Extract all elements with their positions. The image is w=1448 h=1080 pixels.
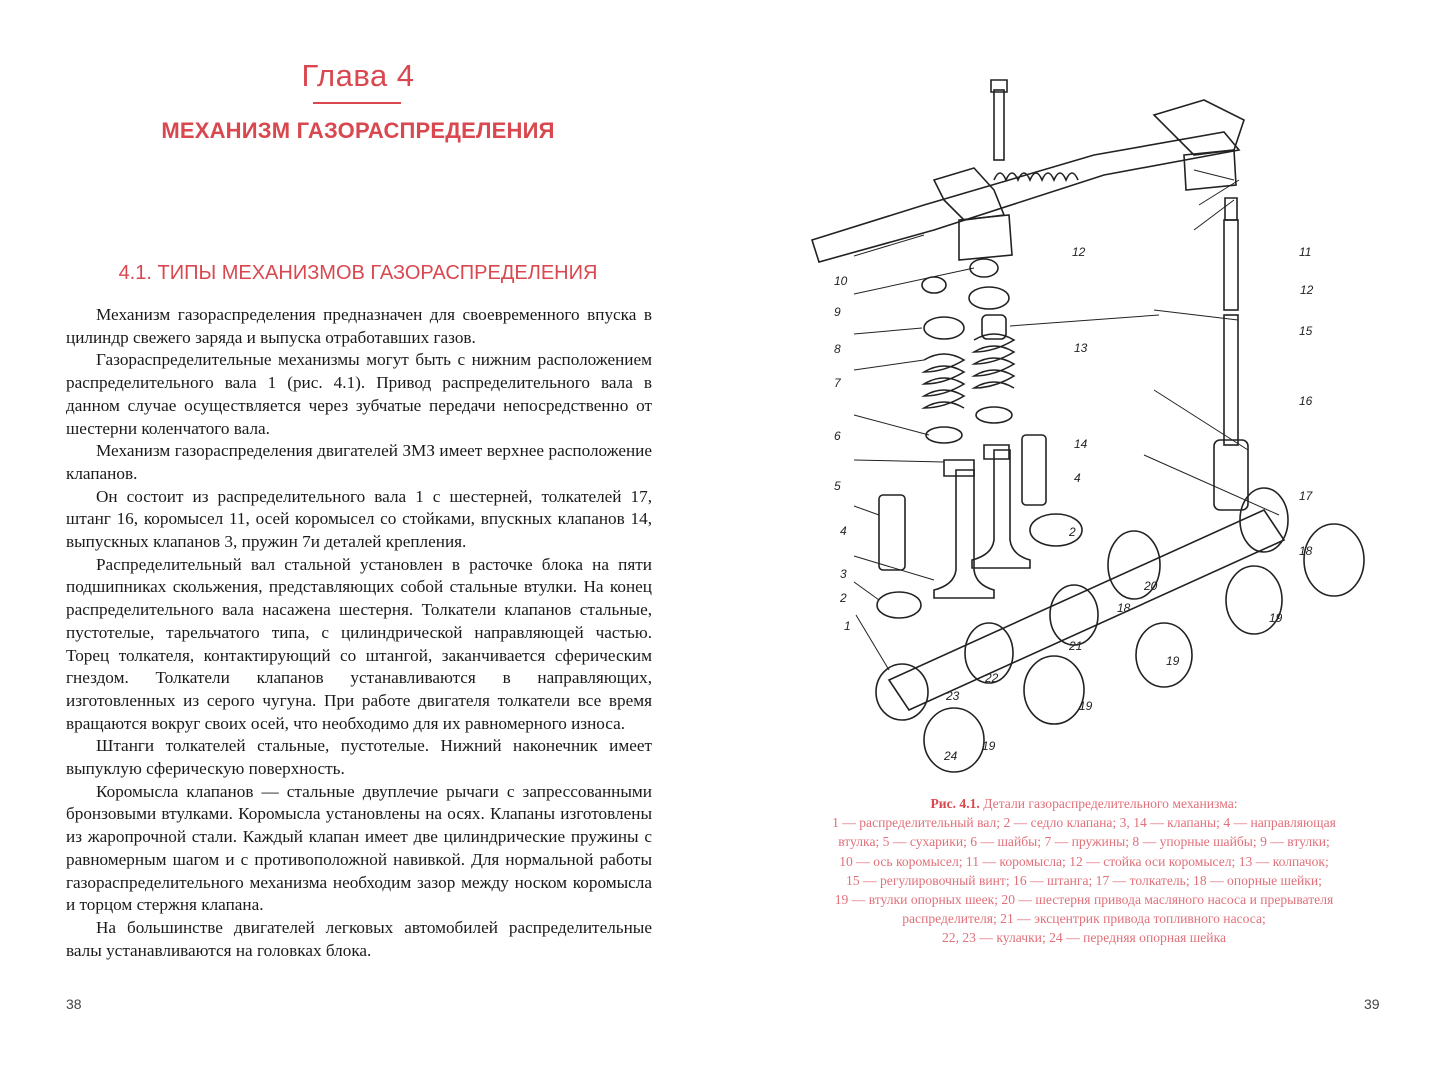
- bearing-bush-3: [1136, 623, 1192, 687]
- caption-line: втулка; 5 — сухарики; 6 — шайбы; 7 — пружины; 8 — упорные шайбы; 9 — втулки;: [838, 834, 1330, 850]
- fig-label: 6: [834, 429, 841, 443]
- thrust-washer-left: [924, 317, 964, 339]
- valve-guide-right: [1022, 435, 1046, 505]
- right-page: [724, 0, 1448, 1080]
- chapter-title-divider: [313, 102, 401, 104]
- page-number-left: 38: [66, 996, 82, 1012]
- fig-label: 18: [1299, 544, 1313, 558]
- paragraph: Механизм газораспределения двигателей ЗМЗ имеет верхнее расположение клапанов.: [66, 441, 652, 483]
- valve-exhaust: [934, 470, 994, 598]
- fig-label: 9: [834, 305, 841, 319]
- fig-label: 4: [840, 524, 847, 538]
- caption-line: 1 — распределительный вал; 2 — седло клапана; 3, 14 — клапаны; 4 — направляющая: [832, 815, 1336, 831]
- body-text: [66, 304, 652, 962]
- fig-label: 12: [1072, 245, 1086, 259]
- spring-right: [974, 334, 1014, 388]
- paragraph: Штанги толкателей стальные, пустотелые. Нижний наконечник имеет выпуклую сферическую поверхность.: [66, 736, 652, 779]
- fig-label: 19: [1079, 699, 1093, 713]
- fig-label: 16: [1299, 394, 1313, 408]
- fig-label: 8: [834, 342, 841, 356]
- fig-label: 7: [834, 376, 841, 390]
- rocker-shaft: [812, 132, 1239, 262]
- fig-label: 13: [1074, 341, 1088, 355]
- rocker-stand-left: [959, 215, 1012, 260]
- paragraph: На большинстве двигателей легковых автомобилей распределительные валы устанавливаются на головках блока.: [66, 917, 652, 960]
- rocker-arm-left: [934, 168, 1004, 220]
- fig-label: 22: [985, 671, 999, 685]
- valve-seat-left: [877, 592, 921, 618]
- valve-guide-left: [879, 495, 905, 570]
- bearing-bush-4: [1024, 656, 1084, 724]
- keepers-right: [984, 445, 1009, 459]
- chapter-title: Глава 4: [301, 58, 415, 93]
- chapter-subtitle: МЕХАНИЗМ ГАЗОРАСПРЕДЕЛЕНИЯ: [161, 118, 555, 143]
- keepers: [944, 460, 974, 476]
- caption-line: 22, 23 — кулачки; 24 — передняя опорная шейка: [941, 930, 1227, 946]
- fig-label: 21: [1069, 639, 1083, 653]
- adjusting-screw: [1225, 198, 1237, 220]
- fig-label: 19: [1269, 611, 1283, 625]
- fig-label: 19: [1166, 654, 1180, 668]
- fig-label: 11: [1299, 245, 1312, 259]
- paragraph: Он состоит из распределительного вала 1 с шестерней, толкателей 17, штанг 16, коромысел 11, осей коромысел со стойками, впускных клапанов 14, выпускных клапанов 3, пружин 7и деталей крепления.: [66, 486, 652, 552]
- figure-label-group: [834, 245, 1314, 763]
- fig-label: 1: [844, 619, 851, 633]
- fig-label: 20: [1144, 579, 1158, 593]
- camshaft-journal-rear: [1240, 488, 1288, 552]
- spring-left: [924, 354, 964, 408]
- rocker-arm-right: [1154, 100, 1244, 155]
- page-number-right: 39: [1364, 996, 1380, 1012]
- camshaft: [889, 510, 1284, 710]
- push-rod-lower: [1224, 315, 1238, 445]
- section-title: 4.1. ТИПЫ МЕХАНИЗМОВ ГАЗОРАСПРЕДЕЛЕНИЯ: [118, 262, 598, 284]
- caption-line: 19 — втулки опорных шеек; 20 — шестерня привода масляного насоса и прерывателя: [834, 892, 1334, 908]
- caption-line: распределителя; 21 — эксцентрик привода топливного насоса;: [902, 911, 1266, 927]
- leader-lines: [854, 170, 1279, 670]
- caption-heading: Детали газораспределительного механизма:: [983, 796, 1238, 811]
- fig-label: 5: [834, 479, 841, 493]
- fig-label: 19: [982, 739, 996, 753]
- bush-9: [970, 259, 998, 277]
- thrust-washer-right: [969, 287, 1009, 309]
- bearing-bush-1: [1304, 524, 1364, 596]
- paragraph: Механизм газораспределения предназначен для своевременного впуска в цилиндр свежего заряда и выпуска отработавших газов.: [66, 305, 652, 347]
- fig-label: 23: [946, 689, 960, 703]
- fig-label: 18: [1117, 601, 1131, 615]
- camshaft-front-journal: [876, 664, 928, 720]
- paragraph: Газораспределительные механизмы могут быть с нижним расположением распределительного вала 1 (рис. 4.1). Привод распределительного вала в данном случае осуществляется через зубчатые передачи непосредственно от шестерни коленчатого вала.: [66, 350, 652, 438]
- caption-title: Рис. 4.1.: [930, 796, 980, 811]
- fig-label: 2: [1069, 525, 1076, 539]
- valve-cap: [922, 277, 946, 293]
- figure-caption: [794, 794, 1374, 948]
- fig-label: 17: [1299, 489, 1313, 503]
- figure-drawing: [794, 70, 1394, 790]
- shaft-spring: [994, 173, 1078, 180]
- caption-line: 15 — регулировочный винт; 16 — штанга; 17 — толкатель; 18 — опорные шейки;: [846, 872, 1322, 888]
- caption-header: [794, 794, 1374, 813]
- fig-label: 24: [944, 749, 958, 763]
- fig-label: 15: [1299, 324, 1313, 338]
- push-rod: [1224, 220, 1238, 310]
- washer-6b: [976, 407, 1012, 423]
- fig-label: 4: [1074, 471, 1081, 485]
- paragraph: Коромысла клапанов — стальные двуплечие рычаги с запрессованными бронзовыми втулками. Коромысла установлены на осях. Клапаны изготовлены из жаропрочной стали. Каждый клапан имеет две цилиндрические пружины с равномерным шагом и с противоположной навивкой. Для нормальной работы газораспределительного механизма необходим зазор между носком коромысла и торцом стержня клапана.: [66, 781, 652, 915]
- fig-label: 3: [840, 567, 847, 581]
- fig-label: 10: [834, 274, 848, 288]
- fig-label: 12: [1300, 283, 1314, 297]
- washer-6a: [926, 427, 962, 443]
- fig-label: 14: [1074, 437, 1088, 451]
- fig-label: 2: [840, 591, 847, 605]
- paragraph: Распределительный вал стальной установлен в расточке блока на пяти подшипниках скольжения, представляющих собой стальные втулки. На конец распределительного вала насажена шестерня. Толкатели клапанов стальные, пустотелые, тарельчатого типа, с цилиндрической направляющей частью. Торец толкателя, контактирующий со штангой, заканчивается сферическим гнездом. Толкатели клапанов устанавливаются в направляющих, изготовленных из серого чугуна. При работе двигателя толкатели все время вращаются вокруг своих осей, что необходимо для их равномерного износа.: [66, 554, 652, 733]
- caption-line: 10 — ось коромысел; 11 — коромысла; 12 — стойка оси коромысел; 13 — колпачок;: [839, 853, 1329, 869]
- adjusting-bolt: [994, 90, 1004, 160]
- valve-mechanism-figure: [794, 70, 1394, 790]
